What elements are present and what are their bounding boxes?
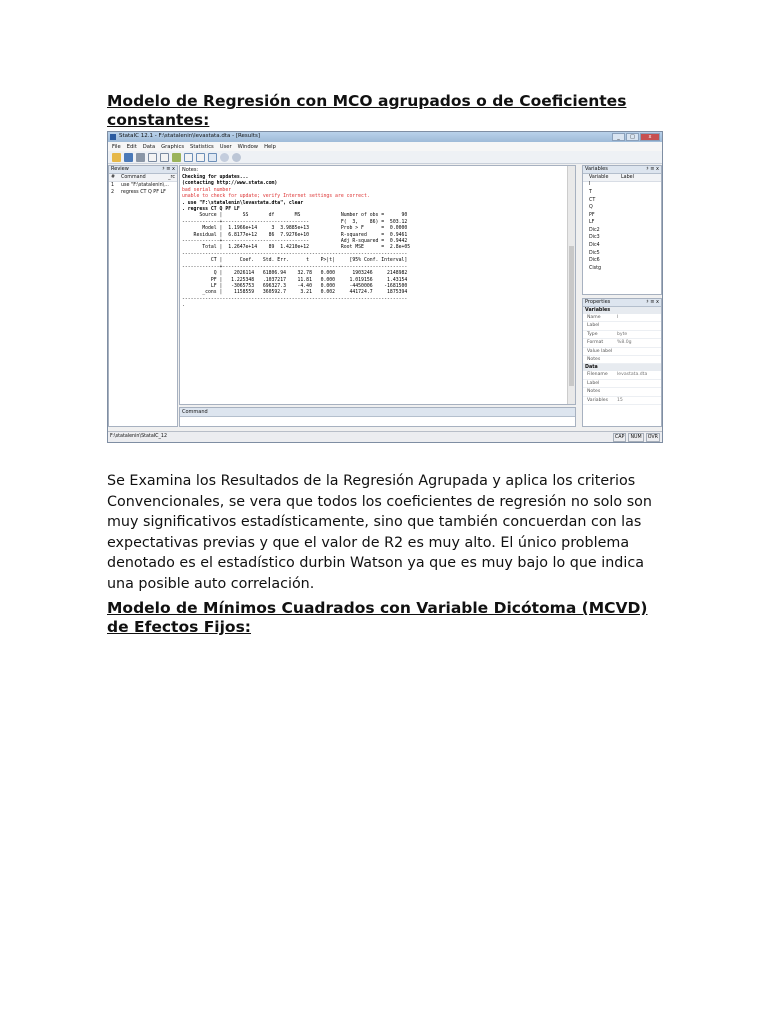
result-line: PF | 1.225348 .1037217 11.81 0.000 1.019156 1.43154 <box>182 277 408 283</box>
stata-window-screenshot <box>107 131 663 443</box>
property-key: Notes <box>587 357 601 363</box>
menu-data[interactable]: Data <box>142 143 156 150</box>
variables-title: Variables <box>585 166 608 172</box>
property-value: %8.0g <box>617 340 632 346</box>
section-heading-mco: Modelo de Regresión con MCO agrupados o de Coeficientes constantes: <box>107 92 627 129</box>
print-icon[interactable] <box>136 153 145 162</box>
property-value: levastata.dta <box>617 372 648 378</box>
result-line: -------------+------------------------------ F( 3, 86) = 503.12 <box>182 219 408 225</box>
properties-section-variables[interactable]: Variables <box>583 307 661 314</box>
status-bar <box>108 431 662 442</box>
analysis-paragraph: Se Examina los Resultados de la Regresión Agrupada y aplica los criterios Convencionales, se vera que todos los coeficientes de regresión no solo son muy significativos estadísticamente, sino que también concuerdan con las expectativas previas y que el valor de R2 es muy alto. El único problema denotado es el estadístico durbin Watson ya que es muy bajo lo que indica una posible auto correlación. <box>107 473 652 592</box>
property-key: Label <box>587 323 600 329</box>
toolbar <box>108 151 662 164</box>
menu-bar <box>108 142 662 151</box>
menu-user[interactable]: User <box>219 143 232 150</box>
data-browser-icon[interactable] <box>208 153 217 162</box>
variable-item[interactable]: Dic3 <box>589 235 600 241</box>
result-line: Source | SS df MS Number of obs = 90 <box>182 213 408 219</box>
menu-graphics[interactable]: Graphics <box>161 143 185 150</box>
properties-pane-controls[interactable]: ♯ ≡ x <box>646 299 659 305</box>
property-key: Label <box>587 380 600 386</box>
review-row[interactable] <box>109 189 177 196</box>
section-heading-mcvd: Modelo de Mínimos Cuadrados con Variable Dicótoma (MCVD) de Efectos Fijos: <box>107 599 648 636</box>
result-line: Total | 1.2647e+14 89 1.4210e+12 Root MSE = 2.8e+05 <box>182 245 411 251</box>
command-pane[interactable] <box>179 407 576 427</box>
review-row-num: 1 <box>111 183 115 188</box>
result-line: _cons | 1158559 360592.7 3.21 0.002 441724.7 1875394 <box>182 290 408 296</box>
property-row <box>583 322 661 330</box>
properties-title: Properties <box>585 299 611 305</box>
result-line-command: . regress CT Q PF LF <box>182 207 240 213</box>
variable-item[interactable]: Q <box>589 205 593 211</box>
variable-item[interactable]: LF <box>589 220 595 226</box>
property-key: Variables <box>587 397 608 403</box>
open-icon[interactable] <box>112 153 121 162</box>
stata-title-bar <box>108 132 662 142</box>
close-button[interactable]: x <box>640 133 660 141</box>
property-row <box>583 356 661 364</box>
minimize-button[interactable]: _ <box>612 133 625 141</box>
log-icon[interactable] <box>148 153 157 162</box>
result-line: ------------------------------------------------------------------------------ <box>182 296 408 302</box>
menu-file[interactable]: File <box>112 143 121 150</box>
result-line-error: bad serial number <box>182 187 232 193</box>
properties-pane-header <box>583 299 661 307</box>
review-columns <box>109 174 177 182</box>
review-pane-controls[interactable]: ♯ ≡ x <box>162 166 175 172</box>
variables-pane-header <box>583 166 661 174</box>
variable-item[interactable]: CT <box>589 197 596 203</box>
results-scrollbar[interactable] <box>567 166 575 404</box>
results-scroll-thumb[interactable] <box>569 246 574 386</box>
review-col-rc: _rc <box>168 175 175 180</box>
property-value: I <box>617 315 619 320</box>
do-file-editor-icon[interactable] <box>184 153 193 162</box>
review-pane-header <box>109 166 177 174</box>
result-line: Q | 2026114 61806.94 32.78 0.000 1903246 2148982 <box>182 271 408 277</box>
variable-item[interactable]: Cistg <box>589 265 602 271</box>
variable-item[interactable]: Dic4 <box>589 243 600 249</box>
window-controls <box>612 133 660 141</box>
status-indicators <box>613 432 660 442</box>
result-line: -------------+---------------------------------------------------------------- <box>182 264 408 270</box>
property-key: Filename <box>587 372 608 378</box>
indicator-cap: CAP <box>614 435 625 440</box>
results-notes-label: Notes: <box>182 167 199 173</box>
review-row-command: use "F:\statalenin\... <box>121 183 169 188</box>
review-row[interactable] <box>109 182 177 189</box>
property-row <box>583 380 661 388</box>
review-col-num: # <box>111 175 116 180</box>
results-output <box>180 174 575 311</box>
result-line: -------------+------------------------------ Adj R-squared = 0.9442 <box>182 239 408 245</box>
properties-pane <box>582 298 662 427</box>
variable-item[interactable]: I <box>589 182 591 188</box>
more-icon[interactable] <box>220 153 229 162</box>
menu-edit[interactable]: Edit <box>126 143 137 150</box>
variable-item[interactable]: Dic5 <box>589 250 600 256</box>
result-line: Residual | 6.8177e+12 86 7.9276e+10 R-squared = 0.9461 <box>182 232 408 238</box>
result-line: LF | -3065753 696327.3 -4.40 0.000 -4450006 -1681500 <box>182 283 408 289</box>
variables-columns <box>583 174 661 182</box>
review-row-command: regress CT Q PF LF <box>121 190 166 195</box>
maximize-button[interactable]: □ <box>626 133 639 141</box>
result-line-command: . use "F:\statalenin\levastata.dta", clear <box>182 200 304 206</box>
property-row <box>583 348 661 356</box>
result-line: . <box>182 303 185 309</box>
results-pane <box>179 165 576 405</box>
viewer-icon[interactable] <box>160 153 169 162</box>
review-row-num: 2 <box>111 190 115 195</box>
data-editor-icon[interactable] <box>196 153 205 162</box>
break-icon[interactable] <box>232 153 241 162</box>
result-line: Checking for updates... <box>182 175 249 180</box>
graph-icon[interactable] <box>172 153 181 162</box>
menu-statistics[interactable]: Statistics <box>190 143 214 150</box>
property-key: Type <box>587 331 598 337</box>
variables-col-label: Label <box>621 175 634 180</box>
variable-item[interactable]: T <box>589 189 592 195</box>
result-line: CT | Coef. Std. Err. t P>|t| [95% Conf. Interval] <box>182 258 408 264</box>
property-row <box>583 339 661 347</box>
stata-app-icon <box>110 134 116 140</box>
command-label: Command <box>180 408 575 417</box>
indicator-num: NUM <box>630 435 642 440</box>
property-key: Notes <box>587 389 601 395</box>
working-directory: F:\statalenin\StataIC_12 <box>110 434 168 439</box>
property-key: Name <box>587 315 601 320</box>
property-row <box>583 371 661 379</box>
result-line: Model | 1.1966e+14 3 3.9885e+13 Prob > F = 0.0000 <box>182 226 408 232</box>
property-key: Format <box>587 340 604 346</box>
variable-item[interactable]: Dic2 <box>589 227 600 233</box>
variables-col-variable: Variable <box>589 175 609 180</box>
variables-pane <box>582 165 662 295</box>
indicator-ovr: OVR <box>647 435 658 440</box>
variable-item[interactable]: Dic6 <box>589 258 600 264</box>
menu-help[interactable]: Help <box>264 143 276 150</box>
property-row <box>583 388 661 396</box>
property-row <box>583 331 661 339</box>
property-row <box>583 397 661 405</box>
property-value: 15 <box>617 397 623 403</box>
review-col-command: Command <box>121 175 146 180</box>
property-key: Value label <box>587 348 613 354</box>
save-icon[interactable] <box>124 153 133 162</box>
review-pane <box>108 165 178 427</box>
properties-section-data[interactable]: Data <box>583 364 661 371</box>
property-value: byte <box>617 331 628 337</box>
menu-window[interactable]: Window <box>237 143 259 150</box>
review-title: Review <box>111 166 129 172</box>
result-line: ------------------------------------------------------------------------------ <box>182 251 408 257</box>
result-line: (contacting http://www.stata.com) <box>182 181 278 187</box>
variables-pane-controls[interactable]: ♯ ≡ x <box>646 166 659 172</box>
result-line-error: unable to check for update; verify Internet settings are correct. <box>182 194 370 200</box>
variable-item[interactable]: PF <box>589 212 595 218</box>
property-row <box>583 314 661 322</box>
stata-window-title: StataIC 12.1 - F:\statalenin\levastata.dta - [Results] <box>119 133 260 139</box>
